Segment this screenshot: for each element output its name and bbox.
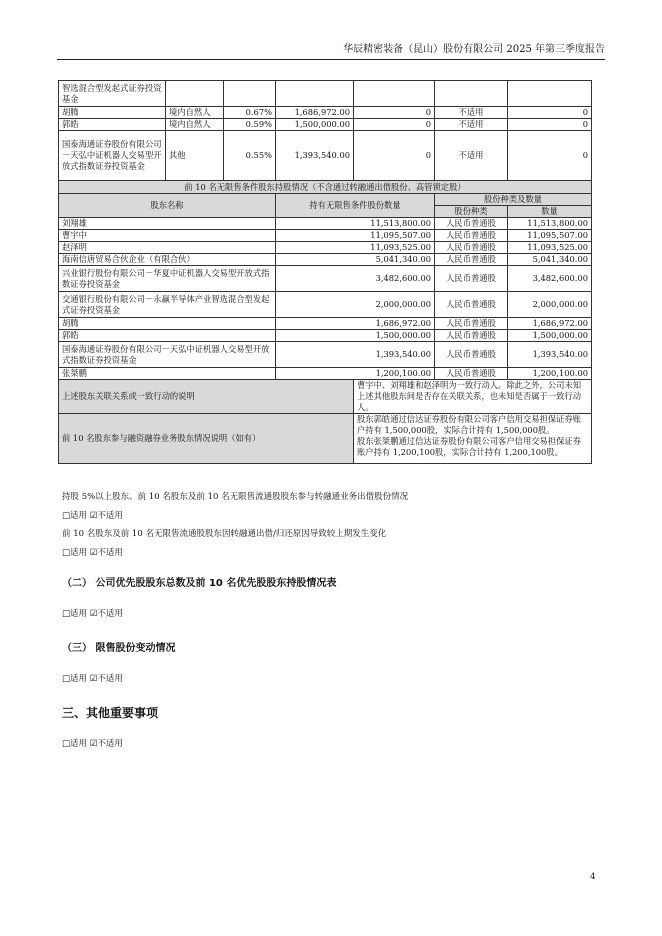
share-kind: 人民币普通股	[435, 266, 508, 292]
holder-type	[166, 81, 224, 107]
margin-trading-text-2: 股东张桀鹏通过信达证券股份有限公司客户信用交易担保证券账户持有 1,200,100股，实际合计持有 1,200,100股。	[357, 436, 582, 457]
share-amount: 1,500,000.00	[508, 330, 592, 342]
share-kind: 人民币普通股	[435, 368, 508, 380]
margin-trading-text-1: 股东郭皓通过信达证券股份有限公司客户信用交易担保证券账户持有 1,500,000股，实际合计持有 1,500,000股。	[357, 414, 582, 435]
share-kind: 人民币普通股	[435, 230, 508, 242]
related-parties-row	[59, 380, 592, 414]
holder-pct	[224, 81, 276, 107]
table-row	[59, 368, 592, 380]
holder-pct: 0.59%	[224, 119, 276, 131]
holder-pledge-qty	[508, 81, 592, 107]
unrestricted-qty: 1,393,540.00	[276, 342, 435, 368]
unrestricted-name: 曹宇中	[59, 230, 276, 242]
shareholder-table	[58, 80, 592, 464]
column-header-row	[59, 194, 592, 206]
holder-restricted: 0	[354, 107, 435, 119]
holder-shares: 1,500,000.00	[276, 119, 354, 131]
unrestricted-name: 兴业银行股份有限公司－华夏中证机器人交易型开放式指数证券投资基金	[59, 266, 276, 292]
holder-pct: 0.55%	[224, 131, 276, 181]
holder-shares	[276, 81, 354, 107]
unrestricted-qty: 3,482,600.00	[276, 266, 435, 292]
col-header-amount: 数量	[508, 206, 592, 218]
share-amount: 3,482,600.00	[508, 266, 592, 292]
table-row	[59, 119, 592, 131]
col-header-qty: 持有无限售条件股份数量	[276, 194, 435, 218]
table-row	[59, 318, 592, 330]
share-amount: 1,200,100.00	[508, 368, 592, 380]
unrestricted-qty: 11,093,525.00	[276, 242, 435, 254]
unrestricted-name: 刘翔雄	[59, 218, 276, 230]
lending-change-paragraph: 前 10 名股东及前 10 名无限售流通股股东因转融通出借/归还原因导致较上期发生变化	[62, 529, 387, 539]
margin-trading-row	[59, 414, 592, 464]
holder-type: 境内自然人	[166, 107, 224, 119]
table-row	[59, 218, 592, 230]
unrestricted-qty: 1,200,100.00	[276, 368, 435, 380]
unrestricted-name: 海南信唐贸易合伙企业（有限合伙）	[59, 254, 276, 266]
share-kind: 人民币普通股	[435, 218, 508, 230]
holder-restricted: 0	[354, 119, 435, 131]
holder-shares: 1,393,540.00	[276, 131, 354, 181]
table-row	[59, 342, 592, 368]
unrestricted-name: 张桀鹏	[59, 368, 276, 380]
applicability-checkbox: □适用 ☑不适用	[62, 609, 123, 619]
subsection-title-preferred-shares: （二） 公司优先股股东总数及前 10 名优先股股东持股情况表	[62, 578, 337, 589]
page-number: 4	[590, 872, 596, 882]
table-row	[59, 292, 592, 318]
holder-pledge-status	[435, 81, 508, 107]
share-amount: 11,093,525.00	[508, 242, 592, 254]
share-amount: 11,513,800.00	[508, 218, 592, 230]
holder-type: 境内自然人	[166, 119, 224, 131]
subsection-title-restricted-shares: （三） 限售股份变动情况	[62, 643, 176, 654]
holder-name: 国泰海通证券股份有限公司－天弘中证机器人交易型开放式指数证券投资基金	[59, 131, 166, 181]
holder-pledge-status: 不适用	[435, 131, 508, 181]
related-parties-text: 曹宇中、刘翔雄和赵泽明为一致行动人。除此之外，公司未知上述其他股东间是否存在关联关系，也未知是否属于一致行动人。	[354, 380, 592, 414]
col-header-class: 股份种类及数量	[435, 194, 592, 206]
table-row	[59, 266, 592, 292]
holder-pledge-status: 不适用	[435, 107, 508, 119]
holder-name: 胡腾	[59, 107, 166, 119]
applicability-checkbox: □适用 ☑不适用	[62, 674, 123, 684]
lending-paragraph: 持股 5%以上股东、前 10 名股东及前 10 名无限售流通股股东参与转融通业务出借股份情况	[62, 492, 409, 502]
unrestricted-name: 胡腾	[59, 318, 276, 330]
applicability-checkbox: □适用 ☑不适用	[62, 739, 123, 749]
unrestricted-qty: 11,513,800.00	[276, 218, 435, 230]
unrestricted-qty: 2,000,000.00	[276, 292, 435, 318]
unrestricted-qty: 1,500,000.00	[276, 330, 435, 342]
holder-pledge-qty: 0	[508, 107, 592, 119]
table-row	[59, 230, 592, 242]
share-kind: 人民币普通股	[435, 318, 508, 330]
holder-pledge-qty: 0	[508, 131, 592, 181]
share-kind: 人民币普通股	[435, 242, 508, 254]
section-title-other-matters: 三、其他重要事项	[62, 706, 159, 720]
holder-type: 其他	[166, 131, 224, 181]
holder-restricted: 0	[354, 131, 435, 181]
unrestricted-qty: 1,686,972.00	[276, 318, 435, 330]
applicability-checkbox: □适用 ☑不适用	[62, 511, 123, 521]
holder-pledge-qty: 0	[508, 119, 592, 131]
holder-restricted	[354, 81, 435, 107]
unrestricted-qty: 5,041,340.00	[276, 254, 435, 266]
unrestricted-name: 郭皓	[59, 330, 276, 342]
share-amount: 5,041,340.00	[508, 254, 592, 266]
unrestricted-name: 国泰海通证券股份有限公司－天弘中证机器人交易型开放式指数证券投资基金	[59, 342, 276, 368]
section-header-row	[59, 181, 592, 194]
table-row	[59, 81, 592, 107]
unrestricted-section-title: 前 10 名无限售条件股东持股情况（不含通过转融通出借股份、高管锁定股）	[59, 181, 592, 194]
holder-pct: 0.67%	[224, 107, 276, 119]
col-header-name: 股东名称	[59, 194, 276, 218]
share-amount: 2,000,000.00	[508, 292, 592, 318]
holder-name: 郭皓	[59, 119, 166, 131]
page-header: 华辰精密装备（昆山）股份有限公司 2025 年第三季度报告	[57, 44, 605, 60]
margin-trading-text	[354, 414, 592, 464]
unrestricted-name: 赵泽明	[59, 242, 276, 254]
share-amount: 11,095,507.00	[508, 230, 592, 242]
share-kind: 人民币普通股	[435, 330, 508, 342]
table-row	[59, 254, 592, 266]
related-parties-label: 上述股东关联关系或一致行动的说明	[59, 380, 354, 414]
table-row	[59, 107, 592, 119]
margin-trading-label: 前 10 名股东参与融资融券业务股东情况说明（如有）	[59, 414, 354, 464]
share-amount: 1,686,972.00	[508, 318, 592, 330]
table-row	[59, 242, 592, 254]
share-kind: 人民币普通股	[435, 254, 508, 266]
col-header-kind: 股份种类	[435, 206, 508, 218]
applicability-checkbox: □适用 ☑不适用	[62, 548, 123, 558]
holder-name: 智选混合型发起式证券投资基金	[59, 81, 166, 107]
table-row	[59, 131, 592, 181]
holder-pledge-status: 不适用	[435, 119, 508, 131]
unrestricted-name: 交通银行股份有限公司－永赢半导体产业智选混合型发起式证券投资基金	[59, 292, 276, 318]
share-amount: 1,393,540.00	[508, 342, 592, 368]
share-kind: 人民币普通股	[435, 292, 508, 318]
unrestricted-qty: 11,095,507.00	[276, 230, 435, 242]
holder-shares: 1,686,972.00	[276, 107, 354, 119]
table-row	[59, 330, 592, 342]
share-kind: 人民币普通股	[435, 342, 508, 368]
